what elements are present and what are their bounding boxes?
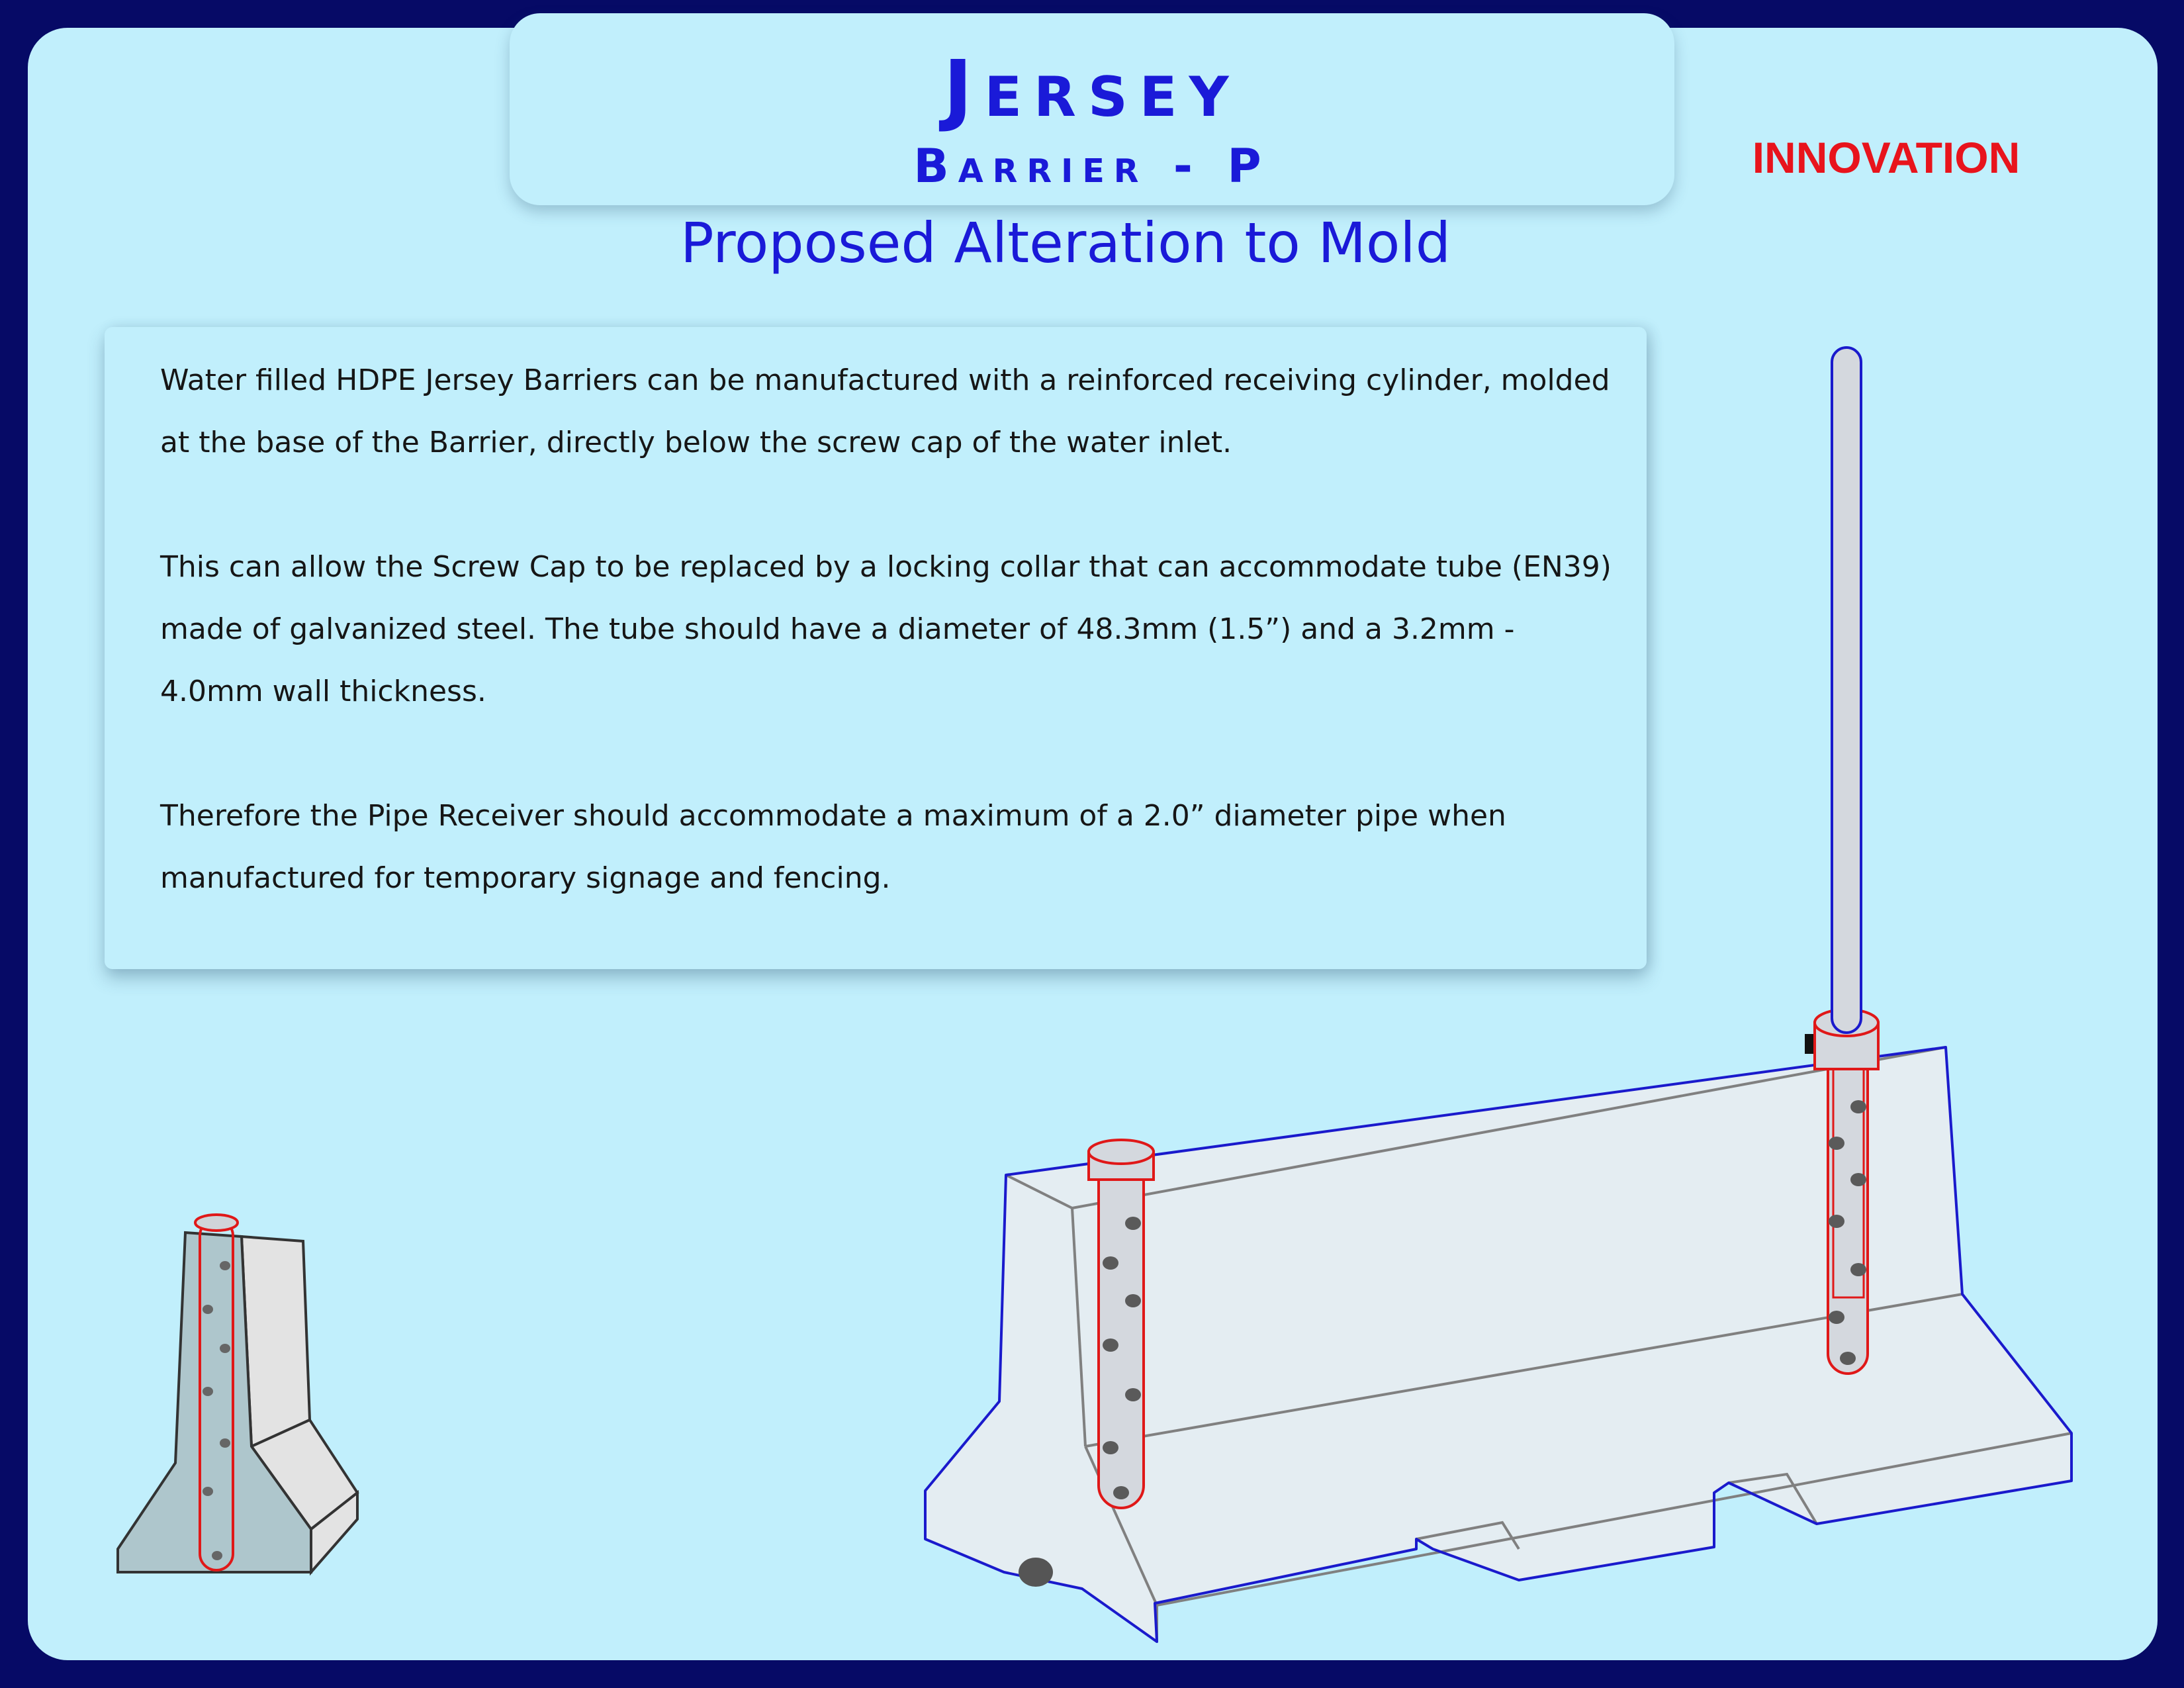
cross-section-side-panel [242, 1237, 310, 1446]
paragraph-locking-collar: This can allow the Screw Cap to be replaced by a locking collar that can accommodate tube (EN39) made of galvanized steel. The tube should have a diameter of 48.3mm (1.5”) and a 3.2mm - 4.0mm wall thickness. [160, 550, 1612, 708]
drain-hole [1019, 1558, 1053, 1587]
left-receiver-tube [1099, 1152, 1144, 1508]
innovation-label: INNOVATION [1752, 133, 2021, 182]
left-receiver-cap [1089, 1140, 1154, 1164]
paragraph-pipe-receiver: Therefore the Pipe Receiver should accommodate a maximum of a 2.0” diameter pipe when manufactured for temporary signage and fencing. [160, 799, 1506, 895]
page-subtitle: Barrier - P [913, 139, 1271, 193]
barrier-body [925, 1047, 2071, 1642]
page-title: Jersey [943, 43, 1241, 134]
barrier-cross-section [118, 1215, 357, 1572]
paragraph-receiving-cylinder: Water filled HDPE Jersey Barriers can be manufactured with a reinforced receiving cylinder, molded at the base of the Barrier, directly below the screw cap of the water inlet. [160, 363, 1610, 459]
section-heading: Proposed Alteration to Mold [680, 211, 1451, 275]
cross-section-receiver-cap [195, 1215, 238, 1231]
vertical-steel-tube [1832, 348, 1861, 1033]
barrier-3d-view [925, 348, 2071, 1642]
